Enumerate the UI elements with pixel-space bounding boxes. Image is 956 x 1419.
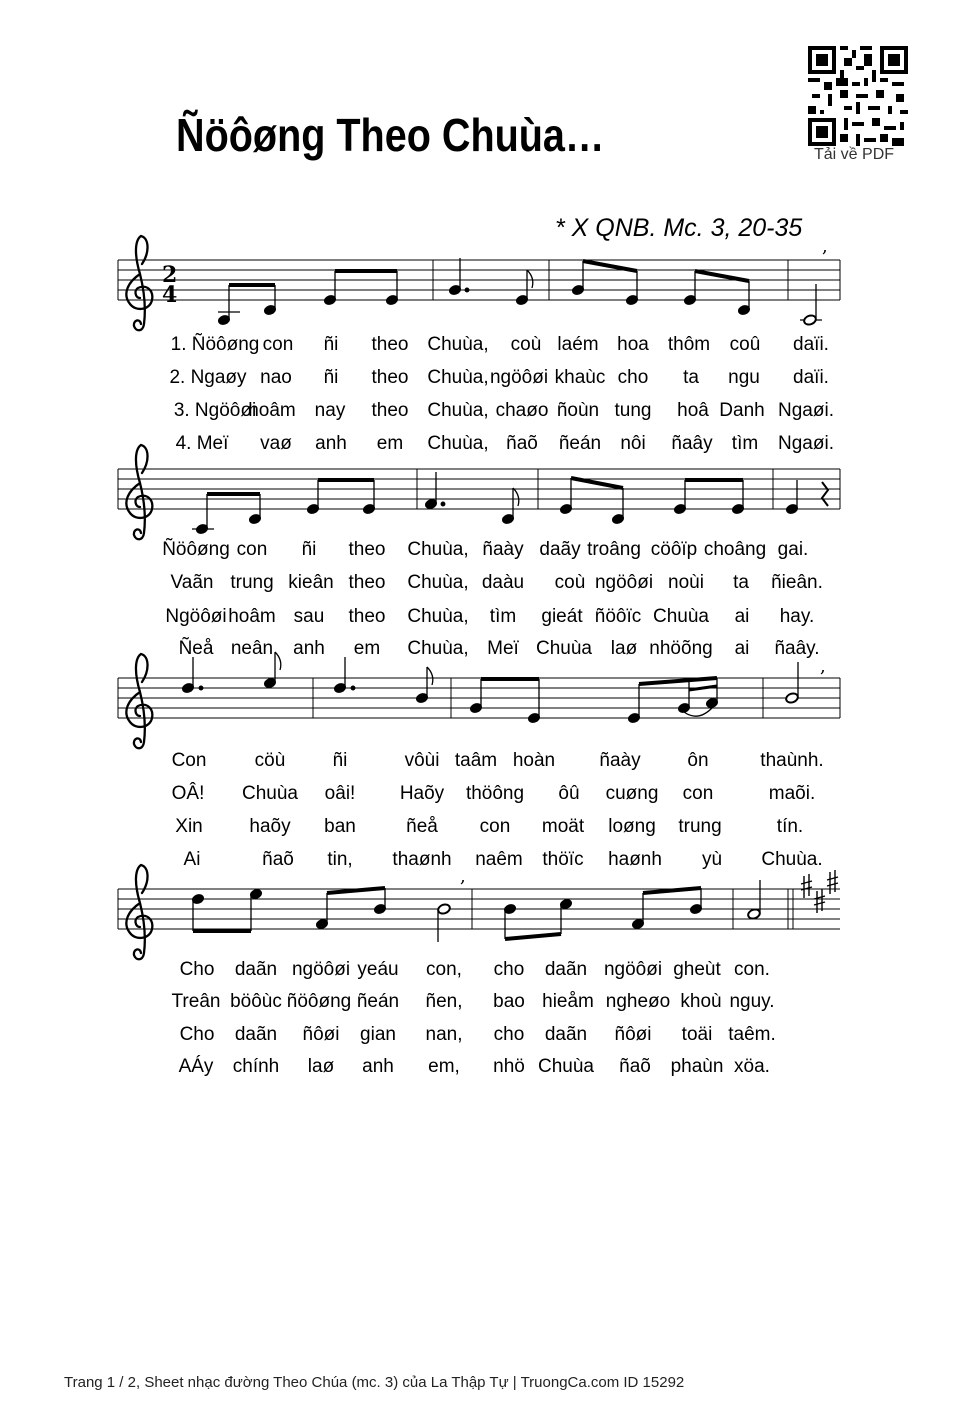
lyric-syllable: Danh bbox=[719, 400, 765, 421]
lyric-syllable: gieát bbox=[541, 606, 583, 627]
lyric-syllable: Chuùa, bbox=[407, 606, 469, 627]
staff-system-1 bbox=[118, 236, 840, 330]
lyric-syllable: 1. Ñöôøng bbox=[170, 334, 260, 355]
lyric-syllable: cho bbox=[493, 959, 525, 980]
lyric-syllable: hoâm bbox=[248, 400, 296, 421]
lyric-syllable: 3. Ngöôøi bbox=[173, 400, 257, 421]
lyric-syllable: khaùc bbox=[554, 367, 606, 388]
lyric-syllable: ai bbox=[734, 638, 750, 659]
lyric-syllable: ngöôøi bbox=[594, 572, 654, 593]
lyric-syllable: trung bbox=[230, 572, 274, 593]
lyric-syllable: Treân bbox=[171, 991, 221, 1012]
lyric-syllable: tìm bbox=[731, 433, 759, 454]
lyric-syllable: choâng bbox=[703, 539, 767, 560]
lyric-syllable: theo bbox=[371, 367, 409, 388]
lyric-syllable: Chuùa, bbox=[427, 367, 489, 388]
lyric-syllable: gheùt bbox=[673, 959, 721, 980]
lyric-syllable: taâm bbox=[454, 750, 498, 771]
lyric-syllable: Chuùa, bbox=[427, 433, 489, 454]
lyric-syllable: Con bbox=[171, 750, 207, 771]
lyric-syllable: ñi bbox=[301, 539, 317, 560]
scripture-reference: * X QNB. Mc. 3, 20-35 bbox=[555, 214, 803, 242]
lyric-syllable: daàu bbox=[481, 572, 525, 593]
lyric-syllable: ñen, bbox=[425, 991, 463, 1012]
lyric-syllable: daãn bbox=[544, 959, 588, 980]
staff-system-3 bbox=[118, 652, 840, 748]
lyric-syllable: ñi bbox=[323, 334, 339, 355]
lyric-syllable: theo bbox=[371, 400, 409, 421]
lyric-syllable: hoâ bbox=[677, 400, 709, 421]
lyric-syllable: cuøng bbox=[605, 783, 659, 804]
lyric-syllable: gian bbox=[360, 1024, 396, 1045]
download-pdf-link[interactable]: Tải về PDF bbox=[814, 146, 895, 163]
lyric-syllable: noùi bbox=[668, 572, 704, 593]
lyric-syllable: sau bbox=[293, 606, 325, 627]
lyric-syllable: ta bbox=[683, 367, 699, 388]
lyric-syllable: tìm bbox=[489, 606, 517, 627]
lyric-syllable: khoù bbox=[680, 991, 722, 1012]
lyric-syllable: Chuùa, bbox=[407, 539, 469, 560]
lyric-syllable: ngheøo bbox=[605, 991, 671, 1012]
lyric-syllable: anh bbox=[362, 1056, 394, 1077]
lyric-syllable: Xin bbox=[175, 816, 203, 837]
lyric-syllable: tín. bbox=[776, 816, 804, 837]
lyric-syllable: loøng bbox=[608, 816, 656, 837]
lyric-syllable: laø bbox=[307, 1056, 335, 1077]
lyric-syllable: ngöôøi bbox=[603, 959, 663, 980]
lyric-syllable: xöa. bbox=[734, 1056, 770, 1077]
svg-text:,: , bbox=[822, 236, 828, 257]
page-footer: Trang 1 / 2, Sheet nhạc đường Theo Chúa (mc. 3) của La Thập Tự | TruongCa.com ID 15292 bbox=[64, 1374, 685, 1391]
lyric-syllable: coù bbox=[554, 572, 586, 593]
lyric-syllable: bao bbox=[493, 991, 525, 1012]
lyric-syllable: böôùc bbox=[230, 991, 282, 1012]
time-signature-denominator: 4 bbox=[162, 282, 178, 308]
lyric-syllable: Chuùa bbox=[538, 1056, 594, 1077]
lyric-syllable: theo bbox=[348, 572, 386, 593]
lyric-syllable: yù bbox=[701, 849, 723, 870]
lyric-syllable: ban bbox=[324, 816, 356, 837]
lyric-syllable: thöông bbox=[465, 783, 525, 804]
staff-system-2 bbox=[118, 445, 840, 539]
lyric-syllable: ñi bbox=[323, 367, 339, 388]
lyric-syllable: ñaây. bbox=[774, 638, 820, 659]
lyric-syllable: thöïc bbox=[542, 849, 584, 870]
lyric-syllable: Chuùa, bbox=[427, 400, 489, 421]
lyric-syllable: yeáu bbox=[357, 959, 399, 980]
lyric-syllable: anh bbox=[293, 638, 325, 659]
lyric-syllable: ôn bbox=[687, 750, 709, 771]
lyric-syllable: Chuùa bbox=[242, 783, 298, 804]
lyric-syllable: ñaây bbox=[671, 433, 713, 454]
lyric-syllable: ñoùn bbox=[556, 400, 600, 421]
lyric-syllable: Haõy bbox=[399, 783, 445, 804]
lyric-syllable: hoàn bbox=[512, 750, 556, 771]
lyric-syllable: nan, bbox=[425, 1024, 463, 1045]
lyric-syllable: Ngaøi. bbox=[778, 433, 834, 454]
lyric-syllable: Chuùa, bbox=[407, 572, 469, 593]
lyric-syllable: toäi bbox=[681, 1024, 713, 1045]
lyric-syllable: kieân bbox=[288, 572, 334, 593]
lyric-syllable: ñeå bbox=[406, 816, 438, 837]
lyric-syllable: troâng bbox=[587, 539, 641, 560]
lyric-syllable: ñôøi bbox=[614, 1024, 652, 1045]
time-signature-numerator: 2 bbox=[162, 262, 178, 288]
lyric-syllable: ñaày bbox=[599, 750, 641, 771]
lyric-syllable: ñeán bbox=[356, 991, 400, 1012]
lyric-syllable: vaø bbox=[260, 433, 292, 454]
lyric-syllable: cöù bbox=[254, 750, 286, 771]
lyric-syllable: Vaãn bbox=[170, 572, 214, 593]
lyric-syllable: ñeán bbox=[558, 433, 602, 454]
lyric-syllable: nhöõng bbox=[649, 638, 713, 659]
lyric-syllable: daãn bbox=[544, 1024, 588, 1045]
lyric-syllable: phaùn bbox=[670, 1056, 724, 1077]
lyric-syllable: 2. Ngaøy bbox=[169, 367, 247, 388]
lyric-syllable: con bbox=[262, 334, 294, 355]
lyric-syllable: daãn bbox=[234, 959, 278, 980]
lyric-syllable: chaøo bbox=[495, 400, 549, 421]
lyric-syllable: ñi bbox=[332, 750, 348, 771]
lyric-syllable: taêm. bbox=[728, 1024, 776, 1045]
lyric-syllable: hoâm bbox=[228, 606, 276, 627]
lyric-syllable: Ngaøi. bbox=[778, 400, 834, 421]
lyric-syllable: naêm bbox=[475, 849, 523, 870]
lyric-syllable: coû bbox=[729, 334, 761, 355]
quarter-rest-icon bbox=[822, 482, 828, 506]
lyric-syllable: Ñeå bbox=[178, 638, 214, 659]
lyric-syllable: nhö bbox=[493, 1056, 525, 1077]
lyric-syllable: daïi. bbox=[793, 334, 829, 355]
lyric-syllable: nguy. bbox=[729, 991, 775, 1012]
lyric-syllable: Ñöôøng bbox=[162, 539, 230, 560]
svg-text:,: , bbox=[460, 866, 466, 887]
lyric-syllable: ngöôøi bbox=[291, 959, 351, 980]
lyric-syllable: cho bbox=[493, 1024, 525, 1045]
lyric-syllable: thôm bbox=[667, 334, 711, 355]
lyric-syllable: ta bbox=[733, 572, 749, 593]
lyric-syllable: theo bbox=[371, 334, 409, 355]
lyric-syllable: theo bbox=[348, 606, 386, 627]
lyric-syllable: em bbox=[376, 433, 404, 454]
lyric-syllable: ñöôïc bbox=[594, 606, 642, 627]
lyric-syllable: AÁy bbox=[178, 1056, 214, 1077]
lyric-syllable: moät bbox=[541, 816, 585, 837]
lyric-syllable: con bbox=[479, 816, 511, 837]
lyric-syllable: laø bbox=[610, 638, 638, 659]
lyric-syllable: haønh bbox=[608, 849, 662, 870]
lyric-syllable: Chuùa bbox=[536, 638, 592, 659]
lyric-syllable: neân bbox=[230, 638, 274, 659]
lyric-syllable: nay bbox=[314, 400, 346, 421]
lyric-syllable: ngöôøi bbox=[489, 367, 549, 388]
staff-system-4 bbox=[118, 865, 840, 959]
lyric-syllable: hay. bbox=[779, 606, 815, 627]
lyric-syllable: con bbox=[236, 539, 268, 560]
lyric-syllable: ñöôøng bbox=[286, 991, 352, 1012]
lyric-syllable: ñôøi bbox=[302, 1024, 340, 1045]
lyric-syllable: nao bbox=[260, 367, 292, 388]
lyric-syllable: Chuùa. bbox=[761, 849, 823, 870]
lyric-syllable: cho bbox=[617, 367, 649, 388]
song-title: Ñöôøng Theo Chuùa… bbox=[176, 109, 605, 161]
lyric-syllable: ôû bbox=[558, 783, 580, 804]
lyric-syllable: chính bbox=[232, 1056, 280, 1077]
lyric-syllable: vôùi bbox=[404, 750, 440, 771]
lyric-syllable: nôi bbox=[620, 433, 646, 454]
lyric-syllable: hieåm bbox=[542, 991, 594, 1012]
lyric-syllable: ngu bbox=[728, 367, 760, 388]
lyric-syllable: hoa bbox=[617, 334, 649, 355]
lyric-syllable: ñaõ bbox=[506, 433, 538, 454]
lyric-syllable: ai bbox=[734, 606, 750, 627]
lyric-syllable: cöôïp bbox=[650, 539, 698, 560]
lyric-syllable: ñieân. bbox=[771, 572, 823, 593]
lyric-syllable: Chuùa, bbox=[427, 334, 489, 355]
lyric-syllable: oâi! bbox=[324, 783, 356, 804]
lyric-syllable: coù bbox=[510, 334, 542, 355]
svg-text:,: , bbox=[820, 656, 826, 677]
lyric-syllable: Cho bbox=[179, 959, 215, 980]
lyric-syllable: thaønh bbox=[392, 849, 452, 870]
key-signature-sharps bbox=[801, 870, 838, 913]
lyric-syllable: Chuùa, bbox=[407, 638, 469, 659]
lyric-syllable: Ai bbox=[183, 849, 201, 870]
lyric-syllable: daãn bbox=[234, 1024, 278, 1045]
lyric-syllable: 4. Meï bbox=[175, 433, 229, 454]
lyric-syllable: OÂ! bbox=[171, 783, 205, 804]
lyric-syllable: gai. bbox=[777, 539, 809, 560]
lyric-syllable: tin, bbox=[327, 849, 353, 870]
lyric-syllable: maõi. bbox=[768, 783, 816, 804]
lyric-syllable: daïi. bbox=[793, 367, 829, 388]
lyric-syllable: ñaõ bbox=[262, 849, 294, 870]
lyric-syllable: Cho bbox=[179, 1024, 215, 1045]
lyric-syllable: con, bbox=[426, 959, 462, 980]
lyric-syllable: em bbox=[353, 638, 381, 659]
lyric-syllable: anh bbox=[315, 433, 347, 454]
lyric-syllable: em, bbox=[428, 1056, 460, 1077]
lyric-syllable: trung bbox=[678, 816, 722, 837]
lyric-syllable: con bbox=[682, 783, 714, 804]
lyric-syllable: ñaày bbox=[482, 539, 524, 560]
lyric-syllable: Chuùa bbox=[653, 606, 709, 627]
lyric-syllable: ñaõ bbox=[619, 1056, 651, 1077]
lyric-syllable: Ngöôøi bbox=[165, 606, 227, 627]
lyric-syllable: con. bbox=[734, 959, 770, 980]
lyric-syllable: haõy bbox=[249, 816, 291, 837]
lyric-syllable: laém bbox=[557, 334, 599, 355]
lyric-syllable: Meï bbox=[487, 638, 519, 659]
lyric-syllable: thaùnh. bbox=[760, 750, 824, 771]
lyric-syllable: theo bbox=[348, 539, 386, 560]
lyric-syllable: daãy bbox=[539, 539, 581, 560]
lyric-syllable: tung bbox=[614, 400, 652, 421]
